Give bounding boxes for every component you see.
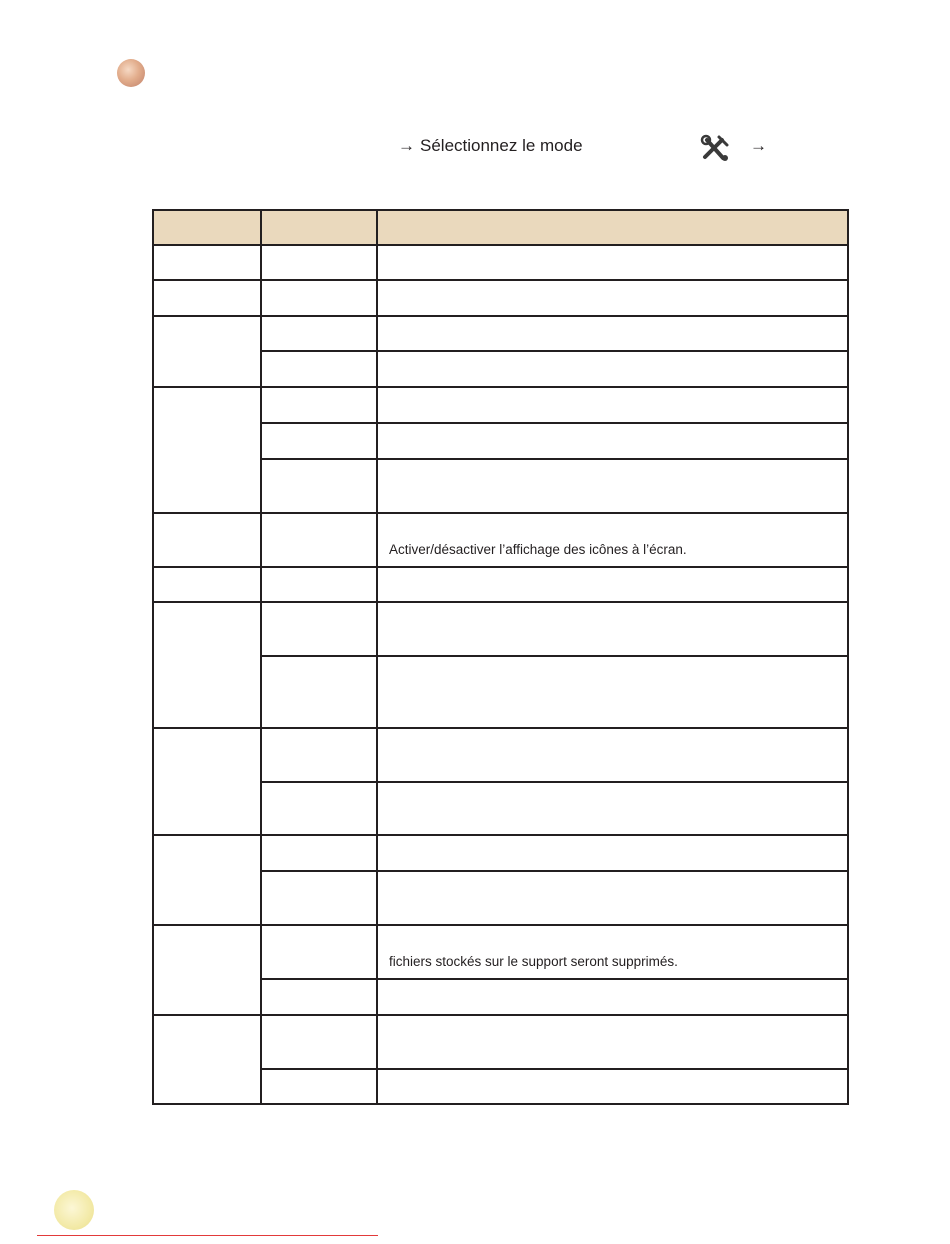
description-cell [377,387,848,423]
option-cell [261,316,377,351]
table-row [153,280,848,316]
option-cell [261,728,377,782]
column-header [261,210,377,245]
description-cell [377,245,848,280]
table-row [153,387,848,423]
settings-table [152,209,849,1105]
column-header [153,210,261,245]
description-cell [377,835,848,871]
description-cell [377,423,848,459]
mode-instruction [398,136,778,162]
description-cell [377,728,848,782]
item-cell [153,728,261,835]
tools-icon [700,134,730,162]
arrow-icon: → [750,136,767,155]
table-row [153,835,848,871]
option-cell [261,513,377,567]
table-row [153,925,848,979]
table-row [153,728,848,782]
table-row [153,1015,848,1069]
option-cell [261,459,377,513]
instruction-text: Sélectionnez le mode [420,136,583,155]
table-header-row [153,210,848,245]
option-cell [261,1069,377,1104]
option-cell [261,871,377,925]
description-cell [377,280,848,316]
option-cell [261,387,377,423]
description-cell [377,459,848,513]
item-cell [153,835,261,925]
description-cell [377,871,848,925]
description-cell [377,1069,848,1104]
item-cell [153,567,261,602]
description-cell [377,567,848,602]
section-bullet [117,59,145,87]
table-row [153,245,848,280]
column-header [377,210,848,245]
item-cell [153,387,261,513]
description-cell [377,316,848,351]
item-cell [153,602,261,728]
option-cell [261,602,377,656]
table-row [153,567,848,602]
option-cell [261,1015,377,1069]
description-cell [377,602,848,656]
table-row [153,602,848,656]
page-number-badge [54,1190,94,1230]
option-cell [261,979,377,1015]
option-cell [261,925,377,979]
description-cell [377,979,848,1015]
description-cell: Activer/désactiver l’affichage des icônes à l’écran. [377,513,848,567]
option-cell [261,782,377,835]
option-cell [261,835,377,871]
option-cell [261,656,377,728]
option-cell [261,423,377,459]
option-cell [261,245,377,280]
description-cell: fichiers stockés sur le support seront supprimés. [377,925,848,979]
item-cell [153,925,261,1015]
description-cell [377,1015,848,1069]
item-cell [153,1015,261,1104]
item-cell [153,245,261,280]
description-cell [377,351,848,387]
footer-divider [37,1235,378,1236]
description-cell [377,656,848,728]
table-row [153,316,848,351]
item-cell [153,316,261,387]
item-cell [153,513,261,567]
table-row [153,513,848,567]
description-cell [377,782,848,835]
option-cell [261,351,377,387]
option-cell [261,280,377,316]
arrow-icon: → [398,136,415,155]
option-cell [261,567,377,602]
item-cell [153,280,261,316]
